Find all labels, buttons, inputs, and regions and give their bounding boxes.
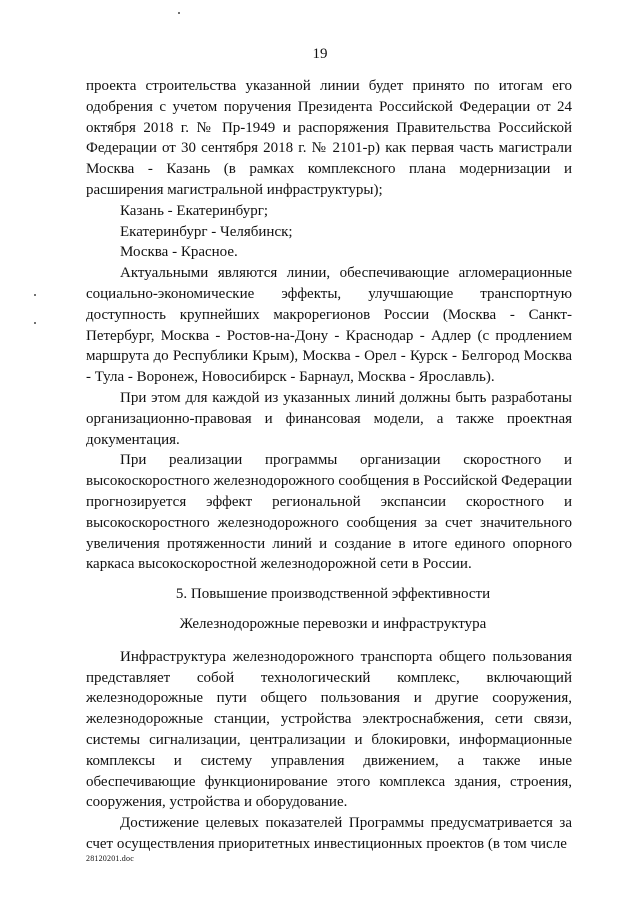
scan-speck [178, 12, 180, 14]
paragraph-agglomeration-lines: Актуальными являются линии, обеспечивающие агломерационные социально-экономические эффекты, улучшающие транспортную доступность крупнейших макрорегионов России (Москва - Санкт-Петербург, Москва - Ростов-на-Дону - Краснодар - Адлер (с продлением маршрута до Республики Крым), Москва - Орел - Курск - Белгород Москва - Тула - Воронеж, Новосибирск - Барнаул, Москва - Ярославль). [86, 265, 572, 386]
subsection-heading: Железнодорожные перевозки и инфраструктура [179, 615, 487, 632]
route-item-kazan-yekaterinburg: Казань - Екатеринбург; [120, 202, 269, 219]
footer-filename: 28120201.doc [86, 854, 134, 863]
paragraph-regional-expansion: При реализации программы организации скоростного и высокоскоростного железнодорожного сообщения в Российской Федерации прогнозируется эффект региональной экспансии скоростного и высокоскоростного железнодорожного сообщения за счет значительного увеличения протяженности линий и создание в итоге единого опорного каркаса высокоскоростной железнодорожной сети в России. [86, 452, 572, 573]
paragraph-targets: Достижение целевых показателей Программы предусматривается за счет осуществления приоритетных инвестиционных проектов (в том числе [86, 815, 572, 852]
route-item-yekaterinburg-chelyabinsk: Екатеринбург - Челябинск; [120, 223, 293, 240]
document-body [86, 76, 572, 855]
page-number: 19 [312, 46, 328, 62]
paragraph-models: При этом для каждой из указанных линий должны быть разработаны организационно-правовая и финансовая модели, а также проектная документация. [86, 389, 572, 448]
route-item-moscow-krasnoe: Москва - Красное. [120, 244, 238, 261]
scan-speck [34, 322, 36, 324]
section-heading: 5. Повышение производственной эффективности [175, 586, 491, 603]
paragraph-continuation: проекта строительства указанной линии будет принято по итогам его одобрения с учетом поручения Президента Российской Федерации от 24 октября 2018 г. № Пр-1949 и распоряжения Правительства Российской Федерации от 30 сентября 2018 г. № 2101-р) как первая часть магистрали Москва - Казань (в рамках комплексного плана модернизации и расширения магистральной инфраструктуры); [86, 78, 572, 198]
paragraph-infrastructure: Инфраструктура железнодорожного транспорта общего пользования представляет собой технологический комплекс, включающий железнодорожные пути общего пользования и другие сооружения, железнодорожные станции, устройства электроснабжения, сети связи, системы сигнализации, централизации и блокировки, информационные комплексы и систему управления движением, а также иные обеспечивающие функционирование этого комплекса здания, строения, сооружения, устройства и оборудование. [86, 648, 572, 811]
scan-speck [34, 294, 36, 296]
